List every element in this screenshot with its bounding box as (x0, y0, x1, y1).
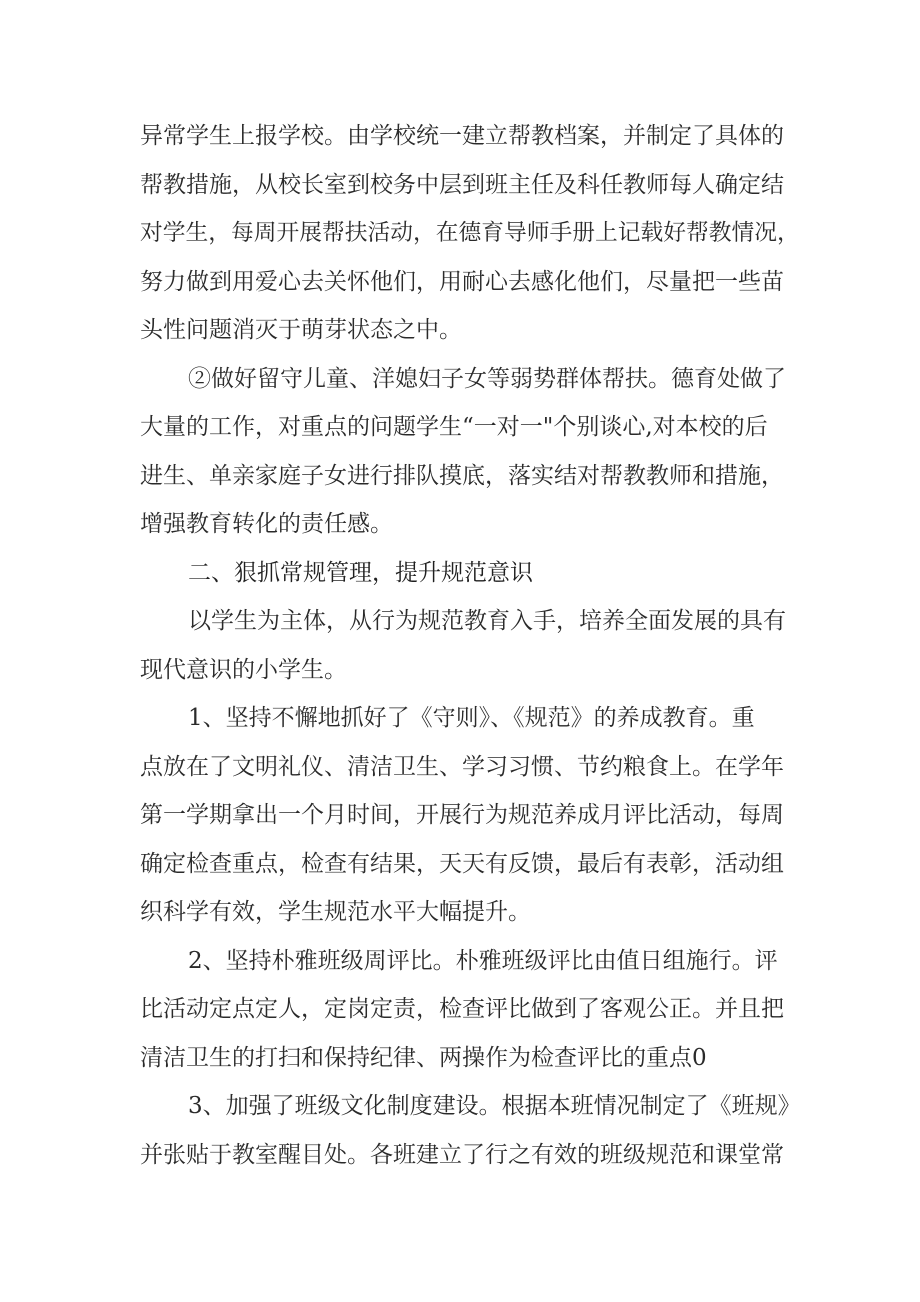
text-line: 2、坚持朴雅班级周评比。朴雅班级评比由值日组施行。评 (188, 947, 778, 974)
text-line: 第一学期拿出一个月时间，开展行为规范养成月评比活动，每周 (140, 802, 784, 828)
text-line: 对学生，每周开展帮扶活动，在德育导师手册上记载好帮教情况， (140, 220, 800, 246)
paragraph-1 (140, 112, 800, 355)
text-line: 头性问题消灭于萌芽状态之中。 (140, 317, 462, 343)
paragraph-4 (140, 694, 800, 937)
document-body (140, 112, 800, 1179)
text-line: 帮教措施，从校长室到校务中层到班主任及科任教师每人确定结 (140, 171, 784, 198)
text-line: 点放在了文明礼仪、清洁卫生、学习习惯、节约粮食上。在学年 (140, 753, 784, 780)
text-line: 进生、单亲家庭子女进行排队摸底，落实结对帮教教师和措施， (140, 462, 784, 489)
text-line: 努力做到用爱心去关怀他们，用耐心去感化他们，尽量把一些苗 (140, 268, 784, 295)
text-line: 确定检查重点，检查有结果，天天有反馈，最后有表彰，活动组 (140, 850, 784, 877)
paragraph-6 (140, 1082, 800, 1179)
text-line: ②做好留守儿童、洋媳妇子女等弱势群体帮扶。德育处做了 (188, 365, 786, 392)
text-line: 并张贴于教室醒目处。各班建立了行之有效的班级规范和课堂常 (140, 1141, 784, 1168)
text-line: 比活动定点定人，定岗定责，检查评比做到了客观公正。并且把 (140, 996, 784, 1022)
text-line: 3、加强了班级文化制度建设。根据本班情况制定了《班规》 (188, 1093, 801, 1119)
paragraph-2 (140, 355, 800, 549)
text-line: 增强教育转化的责任感。 (140, 511, 393, 537)
text-line: 大量的工作，对重点的问题学生“一对一"个别谈心,对本校的后 (140, 414, 768, 440)
text-line: 现代意识的小学生。 (140, 656, 347, 683)
text-line: 异常学生上报学校。由学校统一建立帮教档案，并制定了具体的 (140, 123, 784, 149)
text-line: 织科学有效，学生规范水平大幅提升。 (140, 899, 531, 925)
paragraph-5 (140, 937, 800, 1083)
text-line: 1、坚持不懈地抓好了《守则》、《规范》的养成教育。重 (188, 705, 755, 731)
section-heading: 二、狠抓常规管理，提升规范意识 (188, 559, 533, 586)
paragraph-3 (140, 597, 800, 694)
text-line: 清洁卫生的打扫和保持纪律、两操作为检查评比的重点0 (140, 1044, 707, 1071)
text-line: 以学生为主体，从行为规范教育入手，培养全面发展的具有 (188, 608, 786, 634)
